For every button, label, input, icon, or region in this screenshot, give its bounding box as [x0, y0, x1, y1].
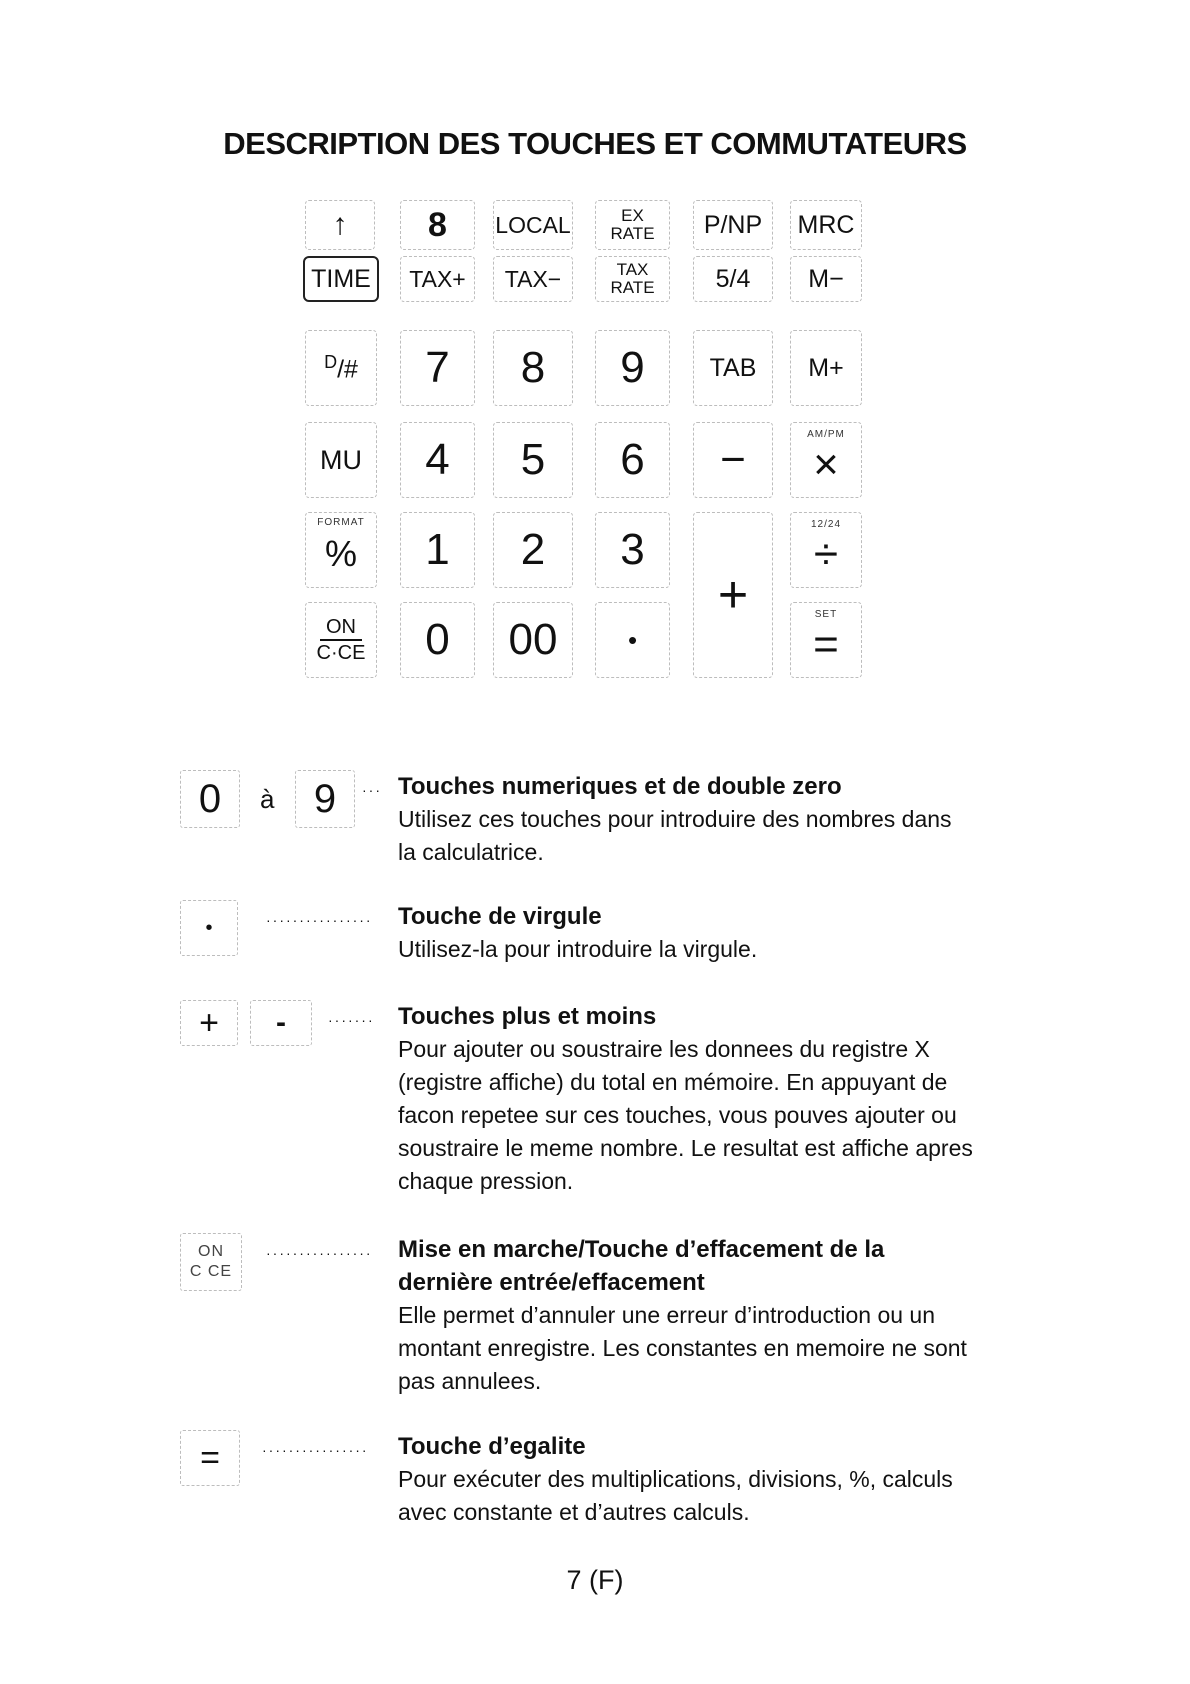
- icon-equals-key-label: =: [200, 1438, 220, 1477]
- decimal-point-key[interactable]: [595, 602, 670, 678]
- description-decimal-key: [180, 900, 1060, 980]
- page-title: DESCRIPTION DES TOUCHES ET COMMUTATEURS: [223, 126, 967, 161]
- on-c-ce-key[interactable]: [305, 602, 377, 678]
- key-00[interactable]: [493, 602, 573, 678]
- description-heading: Mise en marche/Touche d’effacement de la: [398, 1236, 885, 1263]
- key-8-label: 8: [520, 343, 546, 392]
- minus-key-label: −: [720, 435, 746, 484]
- description-line: Pour ajouter ou soustraire les donnees du registre X: [398, 1036, 930, 1062]
- multiply-key[interactable]: [790, 422, 862, 498]
- set-label: SET: [814, 609, 838, 620]
- m-minus-key-label: M−: [808, 264, 844, 293]
- minus-key[interactable]: [693, 422, 773, 498]
- tax-rate-key-label-bottom: RATE: [610, 278, 655, 297]
- on-label: ON: [320, 615, 362, 641]
- tax-rate-key-label-top: TAX: [616, 260, 649, 279]
- icon-c-ce-label: C CE: [189, 1263, 233, 1280]
- leader-dots: ·······: [328, 1012, 375, 1028]
- am-pm-label: AM/PM: [807, 429, 845, 440]
- icon-plus-key-label: +: [199, 1003, 219, 1042]
- description-line: la calculatrice.: [398, 839, 544, 865]
- description-line: (registre affiche) du total en mémoire. En appuyant de: [398, 1069, 948, 1095]
- decimal-selector-hash: /#: [337, 355, 358, 384]
- icon-plus-key: [180, 1000, 238, 1046]
- tax-minus-key[interactable]: [493, 256, 573, 302]
- description-line: Utilisez-la pour introduire la virgule.: [398, 936, 758, 962]
- multiply-key-label: ×: [813, 440, 839, 489]
- key-7[interactable]: [400, 330, 475, 406]
- description-heading: Touches plus et moins: [398, 1003, 657, 1030]
- plus-key-label: +: [717, 566, 749, 624]
- key-1-label: 1: [425, 525, 450, 574]
- key-3[interactable]: [595, 512, 670, 588]
- twelve-twentyfour-label: 12/24: [810, 519, 842, 530]
- calculator-keyboard: [305, 200, 905, 730]
- icon-key-9: [295, 770, 355, 828]
- key-6-label: 6: [620, 435, 645, 484]
- description-line: facon repetee sur ces touches, vous pouves ajouter ou: [398, 1102, 957, 1128]
- key-1[interactable]: [400, 512, 475, 588]
- description-on-cce-key: [180, 1233, 1060, 1403]
- mrc-key-label: MRC: [797, 210, 855, 239]
- m-plus-key-label: M+: [808, 353, 844, 382]
- divide-key[interactable]: [790, 512, 862, 588]
- description-line: avec constante et d’autres calculs.: [398, 1499, 750, 1525]
- m-plus-key[interactable]: [790, 330, 862, 406]
- key-8[interactable]: [493, 330, 573, 406]
- tax-plus-key-label: TAX+: [409, 265, 466, 292]
- ex-rate-key-label-bottom: RATE: [610, 224, 655, 243]
- leader-dots: ················: [262, 1442, 369, 1458]
- icon-key-9-label: 9: [313, 776, 337, 821]
- percent-key-label: %: [324, 533, 357, 574]
- leader-dots: ···: [362, 782, 382, 798]
- description-heading: Touches numeriques et de double zero: [398, 773, 842, 800]
- range-separator: à: [260, 784, 275, 814]
- description-numeric-keys: [180, 770, 1060, 870]
- key-00-label: 00: [508, 615, 558, 664]
- local-key-label: LOCAL: [495, 211, 571, 238]
- description-line: Utilisez ces touches pour introduire des nombres dans: [398, 806, 952, 832]
- description-line: pas annulees.: [398, 1368, 542, 1394]
- key-2[interactable]: [493, 512, 573, 588]
- icon-key-0-label: 0: [198, 776, 222, 821]
- icon-decimal-key-label: •: [205, 916, 213, 939]
- description-line: montant enregistre. Les constantes en memoire ne sont: [398, 1335, 967, 1361]
- key-6[interactable]: [595, 422, 670, 498]
- five-four-key-label: 5/4: [715, 264, 751, 293]
- equals-key-label: =: [813, 620, 839, 669]
- equals-key[interactable]: [790, 602, 862, 678]
- icon-equals-key: [180, 1430, 240, 1486]
- c-ce-label: C·CE: [316, 642, 366, 664]
- icon-on-label: ON: [198, 1243, 224, 1260]
- ex-rate-key-label-top: EX: [621, 206, 644, 225]
- mrc-key[interactable]: [790, 200, 862, 250]
- key-3-label: 3: [620, 525, 645, 574]
- description-line: Elle permet d’annuler une erreur d’introduction ou un: [398, 1302, 935, 1328]
- ex-rate-key[interactable]: [595, 200, 670, 250]
- print-key[interactable]: [400, 200, 475, 250]
- tab-key[interactable]: [693, 330, 773, 406]
- key-2-label: 2: [520, 525, 546, 574]
- description-plus-minus-keys: [180, 1000, 1060, 1200]
- tax-plus-key[interactable]: [400, 256, 475, 302]
- key-0-label: 0: [425, 615, 450, 664]
- local-key[interactable]: [493, 200, 573, 250]
- description-line: Pour exécuter des multiplications, divisions, %, calculs: [398, 1466, 953, 1492]
- percent-key[interactable]: [305, 512, 377, 588]
- icon-on-cce-key: [180, 1233, 242, 1291]
- m-minus-key[interactable]: [790, 256, 862, 302]
- description-heading: Touche d’egalite: [398, 1433, 586, 1460]
- pnp-key-label: P/NP: [703, 210, 763, 239]
- key-4[interactable]: [400, 422, 475, 498]
- icon-decimal-key: [180, 900, 238, 956]
- time-key[interactable]: [303, 256, 379, 302]
- key-9[interactable]: [595, 330, 670, 406]
- leader-dots: ················: [266, 912, 373, 928]
- key-9-label: 9: [620, 343, 645, 392]
- key-0[interactable]: [400, 602, 475, 678]
- description-heading: Touche de virgule: [398, 903, 602, 930]
- five-four-key[interactable]: [693, 256, 773, 302]
- leader-dots: ················: [266, 1245, 373, 1261]
- key-4-label: 4: [425, 435, 450, 484]
- mu-key[interactable]: [305, 422, 377, 498]
- time-key-label: TIME: [311, 264, 371, 293]
- decimal-selector-d: D: [324, 351, 338, 372]
- icon-minus-key-label: -: [276, 1006, 286, 1039]
- icon-minus-key: [250, 1000, 312, 1046]
- arrow-up-icon: ↑: [332, 208, 348, 241]
- pnp-key[interactable]: [693, 200, 773, 250]
- plus-key[interactable]: [693, 512, 773, 678]
- description-heading: dernière entrée/effacement: [398, 1269, 705, 1296]
- decimal-point-key-label: •: [627, 624, 638, 655]
- decimal-selector-key[interactable]: [305, 330, 377, 406]
- icon-key-0: [180, 770, 240, 828]
- key-5-label: 5: [520, 435, 546, 484]
- tab-key-label: TAB: [709, 353, 757, 382]
- key-7-label: 7: [425, 343, 450, 392]
- tax-minus-key-label: TAX−: [504, 265, 562, 292]
- description-line: soustraire le meme nombre. Le resultat est affiche apres: [398, 1135, 973, 1161]
- mu-key-label: MU: [320, 444, 362, 475]
- print-icon: 8: [428, 205, 447, 244]
- paper-feed-key[interactable]: [305, 200, 375, 250]
- format-label: FORMAT: [317, 517, 365, 528]
- decimal-selector-key-label: [324, 352, 358, 384]
- tax-rate-key[interactable]: [595, 256, 670, 302]
- key-5[interactable]: [493, 422, 573, 498]
- description-equals-key: [180, 1430, 1060, 1540]
- page-number: 7 (F): [566, 1565, 624, 1595]
- description-line: chaque pression.: [398, 1168, 574, 1194]
- divide-key-label: ÷: [813, 530, 839, 579]
